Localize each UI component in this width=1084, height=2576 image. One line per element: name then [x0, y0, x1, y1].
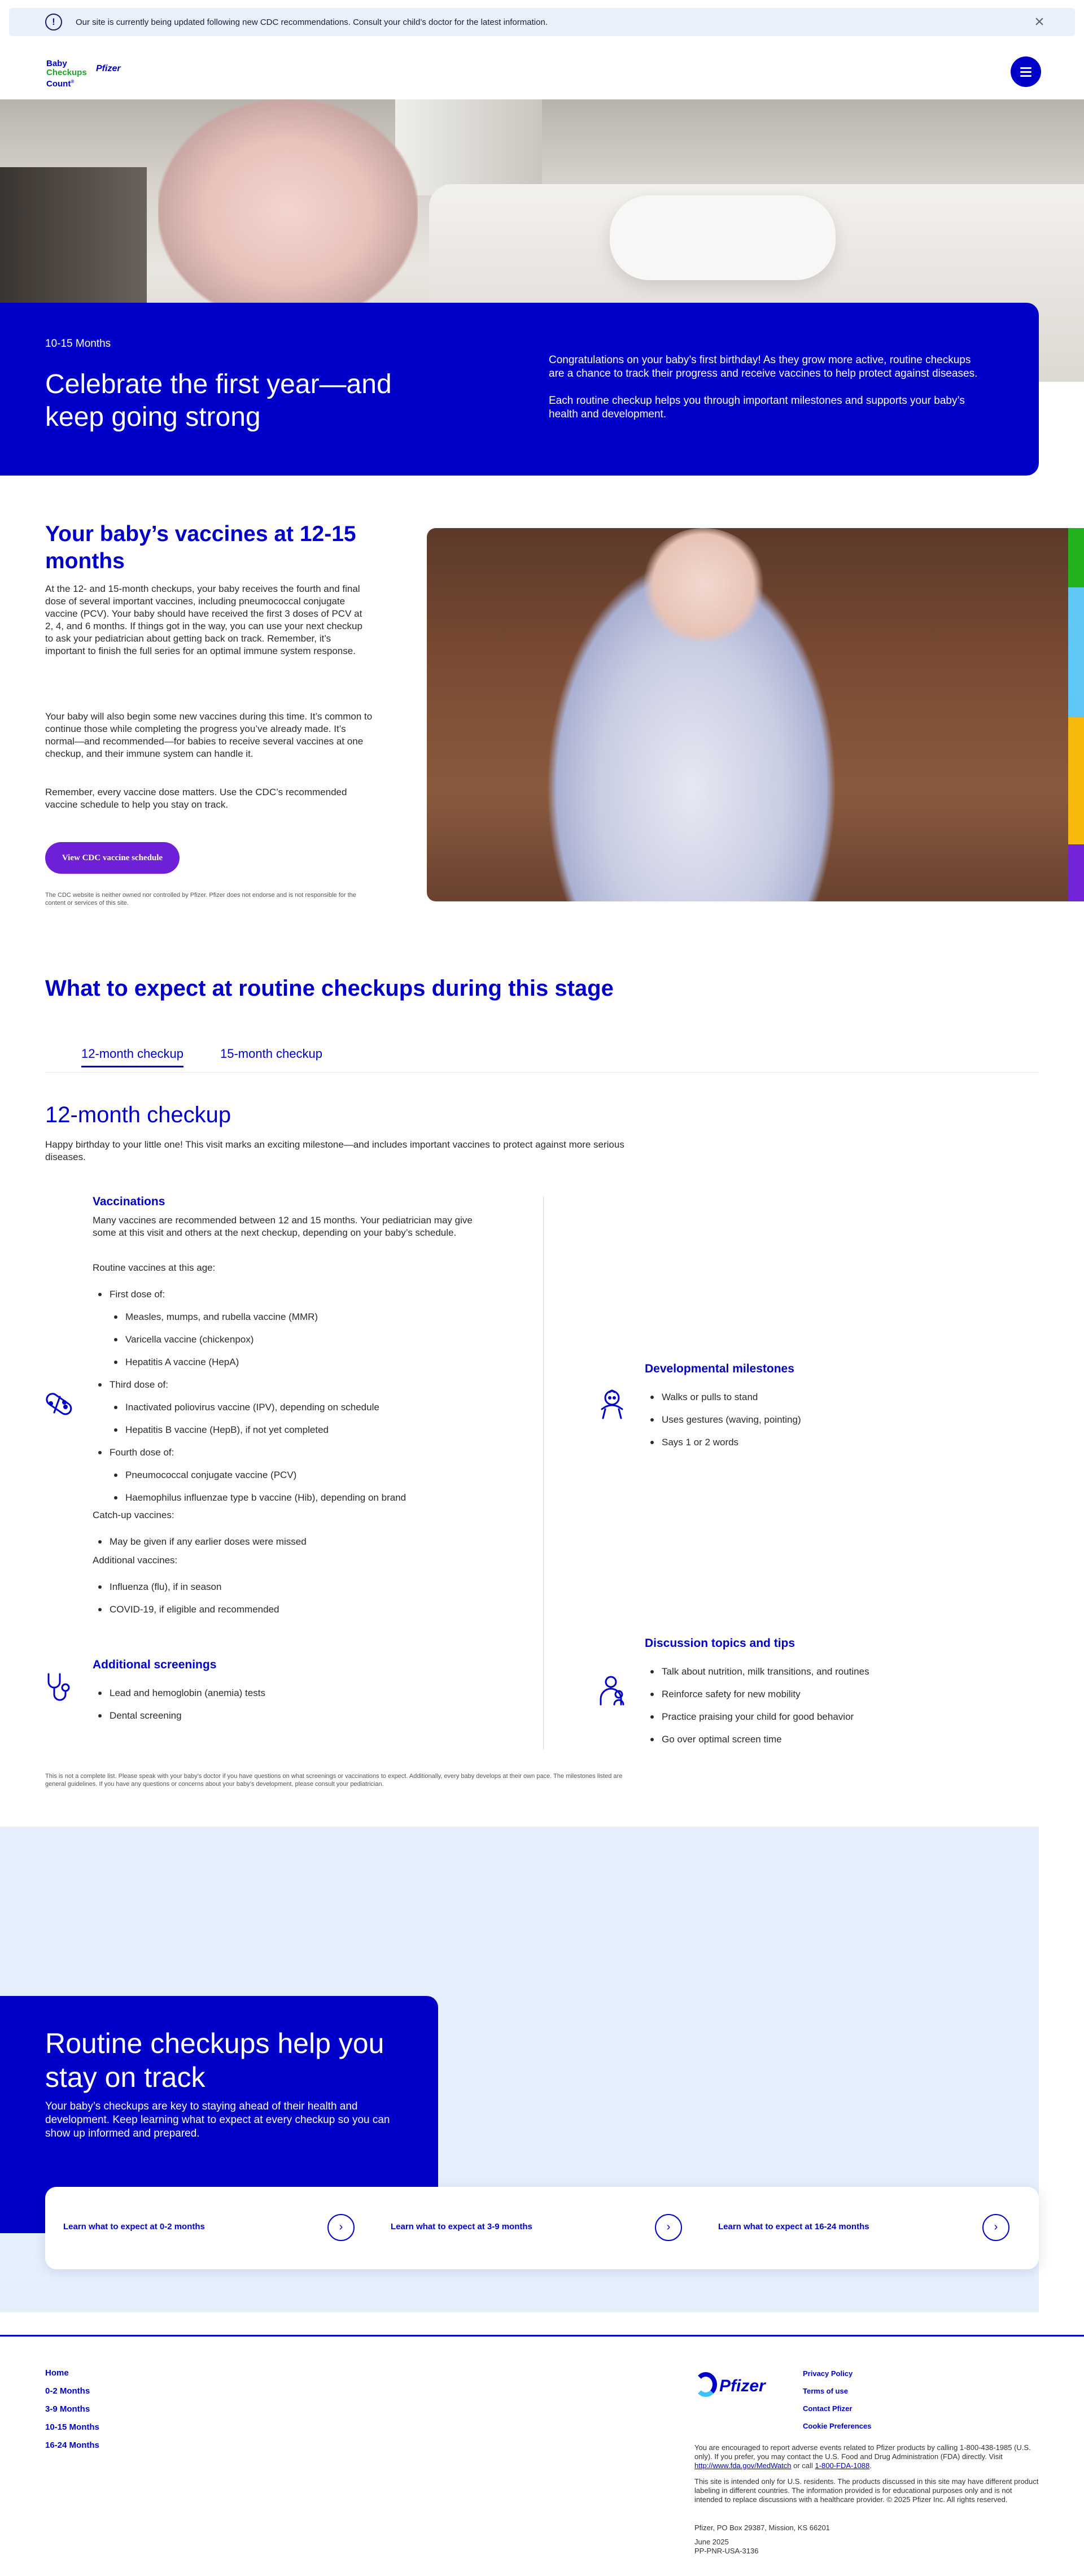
checkups-title: What to expect at routine checkups during this stage — [45, 976, 614, 1001]
parent-child-icon — [594, 1673, 630, 1709]
footer-rule — [0, 2335, 1084, 2337]
logo-line-checkups: Checkups — [46, 68, 87, 77]
list-item: Measles, mumps, and rubella vaccine (MMR) — [93, 1306, 522, 1328]
intended-use-text: This site is intended only for U.S. residents. The products discussed in this site may have different product labeling in different countries. The information provided is for educational purposes only and is not intended to replace discussions with a healthcare provider. © 2025 Pfizer Inc. All rights reserved. — [694, 2477, 1039, 2504]
list-item: First dose of: — [93, 1283, 522, 1306]
link-3-9-months[interactable] — [373, 2187, 700, 2269]
link-label: Learn what to expect at 3-9 months — [391, 2222, 532, 2231]
screenings-title: Additional screenings — [93, 1658, 217, 1671]
hero-card — [0, 303, 1039, 476]
list-item: Influenza (flu), if in season — [93, 1576, 522, 1598]
footer-pfizer-logo[interactable] — [694, 2370, 768, 2401]
milestones-title: Developmental milestones — [645, 1362, 794, 1375]
list-item: Reinforce safety for new mobility — [645, 1683, 1040, 1706]
vaccines-title: Your baby’s vaccines at 12-15 months — [45, 522, 356, 573]
accent-stripe — [1068, 587, 1084, 717]
list-item: Walks or pulls to stand — [645, 1386, 1040, 1409]
site-logo[interactable] — [46, 58, 165, 90]
tab-15-month[interactable]: 15-month checkup — [220, 1047, 322, 1061]
footer-code: PP-PNR-USA-3136 — [694, 2547, 759, 2555]
routine-paragraph: Your baby’s checkups are key to staying ahead of their health and development. Keep learning what to expect at every checkup so you can show up informed and prepared. — [45, 2100, 390, 2139]
accent-stripe — [1068, 844, 1084, 901]
list-item: Dental screening — [93, 1705, 522, 1727]
vaccine-icon — [42, 1387, 78, 1423]
list-item: Haemophilus influenzae type b vaccine (Hib), depending on brand — [93, 1487, 522, 1509]
stethoscope-icon — [42, 1671, 78, 1707]
footer-nav-16-24[interactable]: 16-24 Months — [45, 2440, 99, 2450]
discussion-title: Discussion topics and tips — [645, 1637, 795, 1650]
list-item: Hepatitis A vaccine (HepA) — [93, 1351, 522, 1374]
list-item: Go over optimal screen time — [645, 1728, 1040, 1751]
list-item: Hepatitis B vaccine (HepB), if not yet completed — [93, 1419, 522, 1441]
column-divider — [543, 1196, 544, 1750]
footer-link-contact[interactable]: Contact Pfizer — [803, 2404, 853, 2413]
vaccines-paragraph: Your baby will also begin some new vaccines during this time. It’s common to continue those while completing the progress you’ve already made. It’s normal—and recommended—for babies to receive several vaccines at one checkup, and their immune system can handle it. — [45, 711, 373, 759]
catchup-list — [93, 1531, 522, 1553]
accent-stripe — [1068, 528, 1084, 587]
footer-nav-10-15[interactable]: 10-15 Months — [45, 2422, 99, 2432]
toddler-cake-image — [427, 528, 1084, 901]
arrow-right-icon[interactable]: › — [327, 2214, 355, 2241]
vaccinations-title: Vaccinations — [93, 1195, 165, 1208]
pfizer-logo: Pfizer — [96, 64, 121, 73]
footer-nav-3-9[interactable]: 3-9 Months — [45, 2404, 90, 2414]
pfizer-address: Pfizer, PO Box 29387, Mission, KS 66201 — [694, 2523, 830, 2532]
hero-paragraph: Congratulations on your baby’s first birthday! As they grow more active, routine checkups are a chance to track their progress and receive vaccines to help protect against diseases. — [549, 354, 978, 380]
arrow-right-icon[interactable]: › — [655, 2214, 682, 2241]
list-item: Says 1 or 2 words — [645, 1431, 1040, 1454]
list-item: Pneumococcal conjugate vaccine (PCV) — [93, 1464, 522, 1487]
vaccinations-intro: Many vaccines are recommended between 12 and 15 months. Your pediatrician may give some at this visit and others at the next checkup, depending on your baby’s schedule. — [93, 1215, 473, 1238]
baby-milestone-icon — [594, 1387, 630, 1423]
catchup-label: Catch-up vaccines: — [93, 1510, 174, 1520]
footer-link-cookies[interactable]: Cookie Preferences — [803, 2422, 872, 2430]
logo-line-baby: Baby — [46, 59, 67, 68]
tabs-divider — [45, 1072, 1039, 1073]
list-item: Third dose of: — [93, 1374, 522, 1396]
alert-banner — [9, 8, 1075, 36]
footer-nav-home[interactable]: Home — [45, 2368, 69, 2378]
pfizer-wordmark: Pfizer — [719, 2377, 766, 2395]
fine-print: This is not a complete list. Please speak with your baby’s doctor if you have questions on what screenings or vaccinations to expect. Additionally, every baby develops at their own pace. The milestones listed are general guidelines. If you have any questions or concerns about your baby’s development, please consult your pediatrician. — [45, 1773, 623, 1788]
cdc-disclaimer: The CDC website is neither owned nor controlled by Pfizer. Pfizer does not endorse and is not responsible for the content or services of this site. — [45, 892, 356, 906]
list-item: Uses gestures (waving, pointing) — [645, 1409, 1040, 1431]
milestones-list — [645, 1386, 1040, 1454]
list-item: Talk about nutrition, milk transitions, and routines — [645, 1660, 1040, 1683]
link-16-24-months[interactable] — [700, 2187, 1039, 2269]
hero-title: Celebrate the first year—and keep going strong — [45, 369, 392, 432]
hamburger-icon — [1020, 67, 1031, 69]
list-item: COVID-19, if eligible and recommended — [93, 1598, 522, 1621]
routine-vaccines-label: Routine vaccines at this age: — [93, 1262, 216, 1273]
footer-link-terms[interactable]: Terms of use — [803, 2387, 848, 2395]
toddler-face-photo-detail — [641, 528, 766, 641]
link-label: Learn what to expect at 16-24 months — [718, 2222, 869, 2231]
hero-eyebrow: 10-15 Months — [45, 338, 111, 350]
close-icon[interactable]: × — [1034, 12, 1044, 31]
additional-list — [93, 1576, 522, 1621]
vaccines-paragraph: At the 12- and 15-month checkups, your baby receives the fourth and final dose of several important vaccines, including pneumococcal conjugate vaccine (PCV). Your baby should have received the first 3 doses of PCV at 2, 4, and 6 months. If things got in the way, you can use your next checkup to ask your pediatrician about getting back on track. Remember, it’s important to finish the full series for an optimal immune system response. — [45, 583, 362, 656]
checkup-heading: 12-month checkup — [45, 1102, 231, 1127]
logo-line-count: Count® — [46, 79, 75, 89]
routine-title: Routine checkups help you stay on track — [45, 2028, 384, 2093]
accent-stripe — [1068, 717, 1084, 844]
routine-links-card — [45, 2187, 1039, 2269]
list-item: Practice praising your child for good behavior — [645, 1706, 1040, 1728]
list-item: Lead and hemoglobin (anemia) tests — [93, 1682, 522, 1705]
list-item: Inactivated poliovirus vaccine (IPV), depending on schedule — [93, 1396, 522, 1419]
link-label: Learn what to expect at 0-2 months — [63, 2222, 205, 2231]
vaccine-list — [93, 1283, 522, 1509]
discussion-list — [645, 1660, 1040, 1751]
menu-button[interactable] — [1011, 56, 1041, 87]
additional-label: Additional vaccines: — [93, 1555, 178, 1566]
hero-paragraph: Each routine checkup helps you through important milestones and supports your baby’s health and development. — [549, 395, 965, 420]
fda-medwatch-link[interactable]: http://www.fda.gov/MedWatch — [694, 2461, 792, 2470]
pfizer-swirl-icon — [694, 2372, 717, 2397]
info-icon: ! — [45, 14, 62, 30]
list-item: Fourth dose of: — [93, 1441, 522, 1464]
adverse-events-text: You are encouraged to report adverse events related to Pfizer products by calling 1-800-438-1985 (U.S. only). If you prefer, you may contact the U.S. Food and Drug Administration (FDA) directly. Visit http://www.fda.gov/MedWatch or call 1-800-FDA-1088. — [694, 2443, 1031, 2470]
cdc-schedule-button[interactable]: View CDC vaccine schedule — [45, 842, 180, 874]
tab-12-month[interactable]: 12-month checkup — [81, 1047, 183, 1067]
arrow-right-icon[interactable]: › — [982, 2214, 1009, 2241]
list-item: May be given if any earlier doses were missed — [93, 1531, 522, 1553]
pillow-photo-detail — [610, 195, 836, 280]
baby-photo-detail — [158, 99, 418, 303]
vaccines-paragraph: Remember, every vaccine dose matters. Use the CDC’s recommended vaccine schedule to help you stay on track. — [45, 787, 347, 810]
list-item: Varicella vaccine (chickenpox) — [93, 1328, 522, 1351]
alert-message: Our site is currently being updated following new CDC recommendations. Consult your child’s doctor for the latest information. — [76, 18, 548, 27]
footer-date: June 2025 — [694, 2538, 729, 2546]
footer-link-privacy[interactable]: Privacy Policy — [803, 2369, 853, 2378]
footer-nav-0-2[interactable]: 0-2 Months — [45, 2386, 90, 2396]
checkup-intro: Happy birthday to your little one! This visit marks an exciting milestone—and includes important vaccines to protect against more serious diseases. — [45, 1139, 624, 1162]
link-0-2-months[interactable] — [45, 2187, 373, 2269]
screenings-list — [93, 1682, 522, 1727]
fda-phone-link[interactable]: 1-800-FDA-1088 — [815, 2461, 870, 2470]
